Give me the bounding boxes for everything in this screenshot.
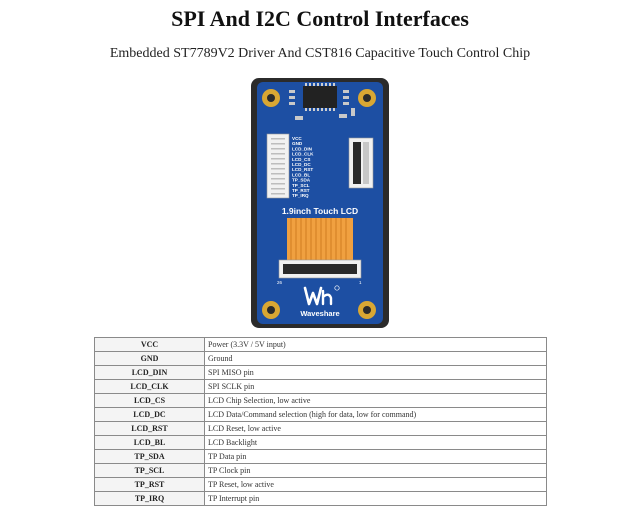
driver-chip [303, 83, 337, 111]
silk-pin-4: LCD_CLK [292, 151, 314, 157]
pin-description: SPI SCLK pin [205, 380, 547, 394]
table-row [95, 436, 547, 450]
table-row [95, 352, 547, 366]
pin-description: LCD Chip Selection, low active [205, 394, 547, 408]
silk-pin-1: VCC [292, 136, 302, 141]
pin-name: GND [95, 352, 205, 366]
pin-name: LCD_DC [95, 408, 205, 422]
table-row [95, 338, 547, 352]
table-row [95, 450, 547, 464]
silk-pin-12: TP_IRQ [292, 193, 309, 199]
pin-description: Power (3.3V / 5V input) [205, 338, 547, 352]
pin-description: LCD Data/Command selection (high for data, low for command) [205, 408, 547, 422]
table-row [95, 492, 547, 506]
pin-name: LCD_BL [95, 436, 205, 450]
pin-description: Ground [205, 352, 547, 366]
fpc-flex-cable [287, 218, 353, 260]
board-name-label: 1.9inch Touch LCD [281, 206, 359, 216]
table-row [95, 478, 547, 492]
mounting-hole-bottom-left [262, 301, 280, 319]
table-row [95, 408, 547, 422]
silk-pin-11: TP_RST [292, 188, 310, 193]
pin-name: TP_IRQ [95, 492, 205, 506]
fpc-connector-bottom [279, 260, 361, 278]
header-connector [267, 134, 289, 198]
pin-table [94, 337, 547, 506]
pin-description: TP Reset, low active [205, 478, 547, 492]
table-row [95, 422, 547, 436]
silk-pin-3: LCD_DIN [292, 146, 312, 152]
pin-description: SPI MISO pin [205, 366, 547, 380]
silk-pin-6: LCD_DC [292, 162, 311, 167]
pin-description: LCD Reset, low active [205, 422, 547, 436]
pin-name: LCD_DIN [95, 366, 205, 380]
pin-name: LCD_RST [95, 422, 205, 436]
fpc-pin-mark-26: 26 [277, 280, 283, 285]
silk-pin-7: LCD_RST [292, 167, 314, 173]
pin-description: TP Clock pin [205, 464, 547, 478]
silk-pin-5: LCD_CS [292, 156, 311, 162]
mounting-hole-top-right [358, 89, 376, 107]
pin-name: LCD_CLK [95, 380, 205, 394]
pin-description: TP Interrupt pin [205, 492, 547, 506]
pin-description: LCD Backlight [205, 436, 547, 450]
pin-description: TP Data pin [205, 450, 547, 464]
silk-pin-2: GND [292, 141, 303, 147]
table-row [95, 366, 547, 380]
mounting-hole-top-left [262, 89, 280, 107]
table-row [95, 394, 547, 408]
page-subtitle: Embedded ST7789V2 Driver And CST816 Capacitive Touch Control Chip [109, 46, 531, 61]
silk-pin-10: TP_SCL [292, 182, 310, 188]
pin-name: VCC [95, 338, 205, 352]
mounting-hole-bottom-right [358, 301, 376, 319]
pin-name: TP_SCL [95, 464, 205, 478]
pin-name: TP_RST [95, 478, 205, 492]
silk-pin-9: TP_SDA [292, 177, 311, 183]
page-title: SPI And I2C Control Interfaces [171, 6, 469, 31]
fpc-connector-right [349, 138, 373, 188]
table-row [95, 380, 547, 394]
pin-name: LCD_CS [95, 394, 205, 408]
pin-name: TP_SDA [95, 450, 205, 464]
brand-label: Waveshare [300, 309, 340, 318]
lcd-module-image [251, 78, 389, 328]
table-row [95, 464, 547, 478]
silk-pin-8: LCD_BL [292, 172, 311, 178]
fpc-pin-mark-1: 1 [359, 280, 362, 285]
